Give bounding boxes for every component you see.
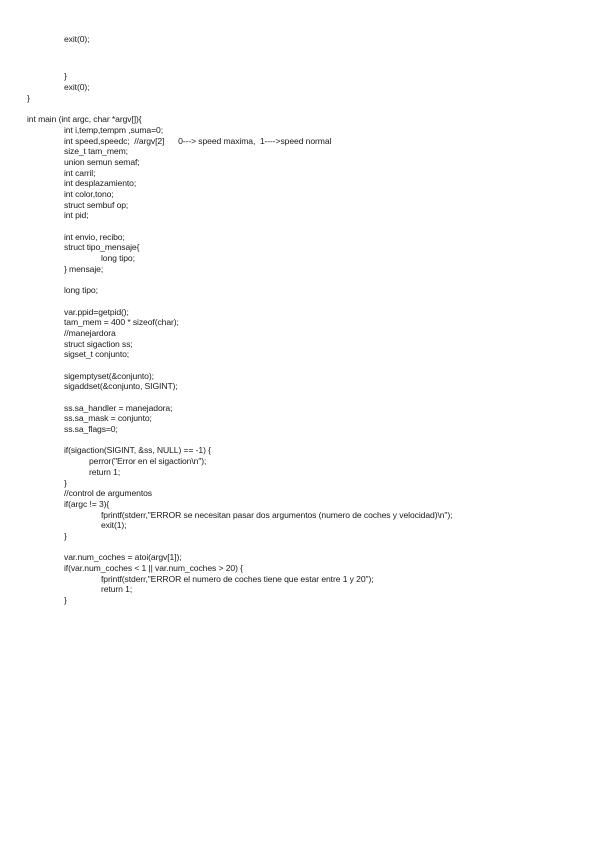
code-line: union semun semaf; [64,156,140,167]
code-line [0,221,600,232]
code-line: int pid; [64,210,89,221]
code-line: perror("Error en el sigaction\n"); [89,456,207,467]
code-line: } [27,92,30,103]
code-line [0,542,600,553]
code-line: long tipo; [64,285,98,296]
code-line: int carril; [64,167,96,178]
code-line [0,296,600,307]
code-line [0,360,600,371]
code-line: int main (int argc, char *argv[]){ [27,114,142,125]
code-line: if(var.num_coches < 1 || var.num_coches > 20) { [64,563,243,573]
code-line: ss.sa_flags=0; [64,424,118,435]
code-line: } [64,477,67,488]
code-line [0,435,600,446]
code-line: long tipo; [101,253,135,264]
code-line: tam_mem = 400 * sizeof(char); [64,317,179,328]
code-line: exit(0); [64,34,90,44]
code-line: struct tipo_mensaje{ [64,242,140,253]
code-line: //control de argumentos [64,488,152,499]
code-line: ss.sa_handler = manejadora; [64,402,173,413]
code-line: return 1; [101,584,133,595]
code-line [0,392,600,403]
code-line: var.num_coches = atoi(argv[1]); [64,552,182,563]
code-line: return 1; [89,466,121,477]
code-line: int speed,speedc; //argv[2] 0---> speed maxima, 1---->speed normal [64,135,332,146]
code-line: struct sembuf op; [64,199,129,210]
code-line: exit(0); [64,82,90,93]
code-line [0,274,600,285]
code-line: int envio, recibo; [64,231,125,242]
code-line: sigaddset(&conjunto, SIGINT); [64,381,178,392]
code-line: } [64,530,67,541]
code-line: struct sigaction ss; [64,338,133,349]
code-line: sigset_t conjunto; [64,349,130,360]
code-listing [0,34,600,606]
code-line: if(argc != 3){ [64,498,110,509]
code-line: } [64,595,67,606]
code-line: } [64,71,67,82]
code-line: int color,tono; [64,188,114,199]
code-line: if(sigaction(SIGINT, &ss, NULL) == -1) { [64,445,211,456]
code-line: sigemptyset(&conjunto); [64,370,154,381]
code-line: size_t tam_mem; [64,146,128,157]
code-line [0,45,600,56]
code-line: ss.sa_mask = conjunto; [64,413,152,424]
code-line: exit(1); [101,520,127,531]
code-line [0,55,600,71]
code-line: fprintf(stderr,"ERROR se necesitan pasar dos argumentos (numero de coches y velocidad)\n"); [101,509,453,520]
code-line: fprintf(stderr,"ERROR el numero de coches tiene que estar entre 1 y 20"); [101,573,374,584]
code-line: var.ppid=getpid(); [64,306,129,317]
code-line: int i,temp,tempm ,suma=0; [64,124,163,135]
code-line: } mensaje; [64,263,104,274]
code-line: int desplazamiento; [64,178,137,189]
code-line: //manejardora [64,327,116,338]
code-line [0,103,600,114]
